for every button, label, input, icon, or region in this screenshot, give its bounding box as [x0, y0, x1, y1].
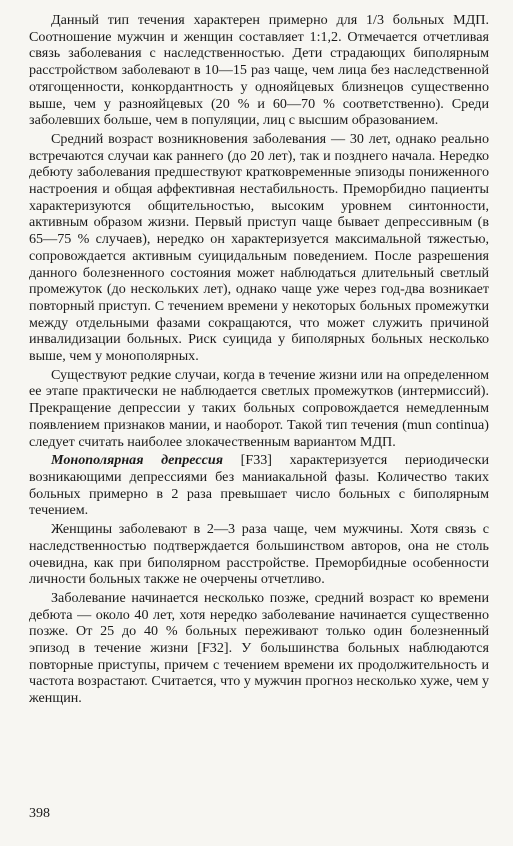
paragraph-women-men: Женщины заболевают в 2—3 раза чаще, чем мужчины. Хотя связь с наследственностью подтверждается большинством авторов, она не столь очевидна, как при биполярном расстройстве. Преморбидные особенности личности больных также не очерчены отчетливо.	[29, 521, 489, 588]
page-number: 398	[29, 806, 50, 821]
paragraph-bipolar-course: Данный тип течения характерен примерно для 1/3 больных МДП. Соотношение мужчин и женщин составляет 1:1,2. Отмечается отчетливая связь заболевания с наследственностью. Дети страдающих биполярным расстройством заболевают в 10—15 раз чаще, чем лица без наследственной отягощенности, конкордантность у однояйцевых близнецов существенно выше, чем у разнояйцевых (20 % и 60—70 % соответственно). Среди заболевших больше, чем в популяции, лиц с высшим образованием.	[29, 12, 489, 129]
monopolar-depression-text: [F33] характеризуется периодически возникающими депрессиями без маниакальной фазы. Количество таких больных примерно в 2 раза превышает число больных с биполярным течением.	[29, 452, 489, 519]
paragraph-continua: Существуют редкие случаи, когда в течение жизни или на определенном ее этапе практически не наблюдается светлых промежутков (интермиссий). Прекращение депрессии у таких больных сопровождается немедленным появлением признаков мании, и наоборот. Такой тип течения (mun continua) следует считать наиболее злокачественным вариантом МДП.	[29, 366, 489, 450]
paragraph-onset-age: Средний возраст возникновения заболевания — 30 лет, однако реально встречаются случаи как раннего (до 20 лет), так и позднего начала. Нередко дебюту заболевания предшествуют кратковременные эпизоды пониженного настроения и общая аффективная нестабильность. Преморбидно пациенты характеризуются общительностью, высоким уровнем синтонности, активным образом жизни. Первый приступ чаще бывает депрессивным (в 65—75 % случаев), нередко он характеризуется максимальной тяжестью, сопровождается активным суицидальным поведением. После разрешения данного болезненного состояния может наблюдаться длительный светлый промежуток (до нескольких лет), однако чаще уже через год-два возникает повторный приступ. С течением времени у некоторых больных промежутки между отдельными фазами сокращаются, что может служить причиной инвалидизации больных. Риск суицида у биполярных больных несколько выше, чем у монополярных.	[29, 130, 489, 365]
paragraph-monopolar-depression	[29, 452, 489, 519]
monopolar-depression-term: Монополярная депрессия	[51, 452, 223, 469]
paragraph-later-onset: Заболевание начинается несколько позже, средний возраст ко времени дебюта — около 40 лет, хотя нередко заболевание начинается существенно позже. От 25 до 40 % больных переживают только один болезненный эпизод в течение жизни [F32]. У большинства больных наблюдаются повторные приступы, причем с течением времени их продолжительность и частота возрастают. Считается, что у мужчин прогноз несколько хуже, чем у женщин.	[29, 589, 489, 707]
